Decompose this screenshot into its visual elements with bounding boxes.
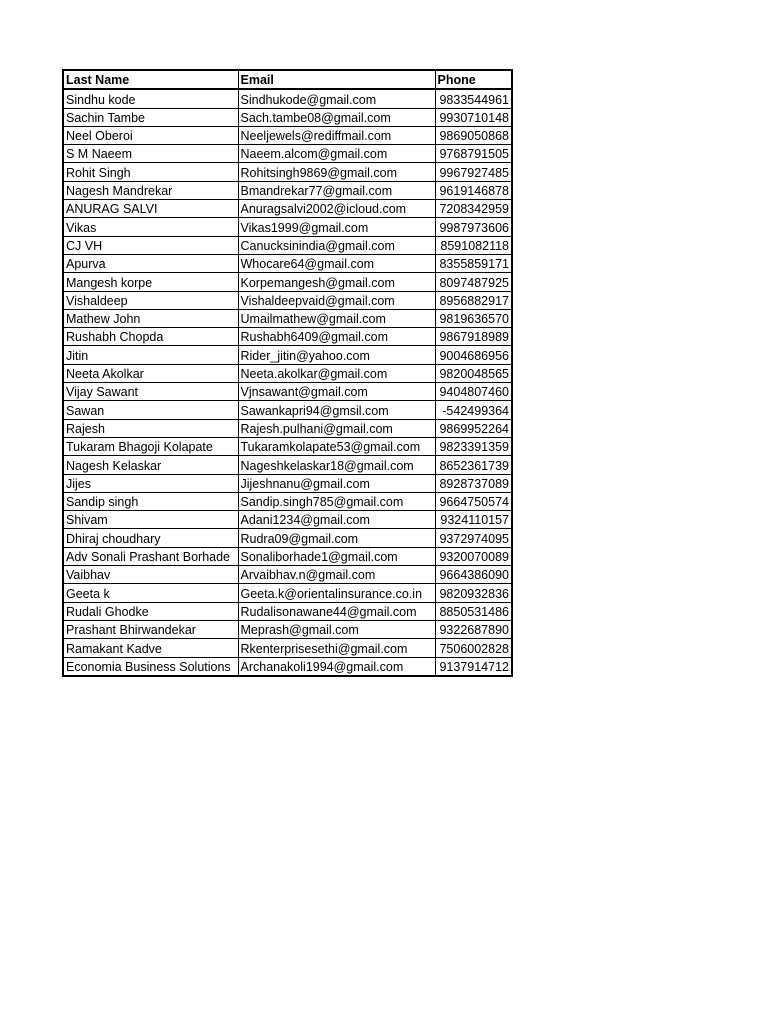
table-row [63,566,512,584]
header-email: Email [238,70,435,89]
cell-last-name: Sachin Tambe [63,108,238,126]
cell-email: Sindhukode@gmail.com [238,89,435,108]
table-row [63,474,512,492]
cell-phone: 9372974095 [435,529,512,547]
cell-last-name: Rohit Singh [63,163,238,181]
cell-phone: 9664386090 [435,566,512,584]
cell-phone: 9404807460 [435,383,512,401]
cell-last-name: Nagesh Mandrekar [63,181,238,199]
table-row [63,383,512,401]
table-row [63,200,512,218]
cell-phone: 9320070089 [435,547,512,565]
cell-last-name: Jijes [63,474,238,492]
cell-phone: 9823391359 [435,437,512,455]
cell-phone: 8355859171 [435,254,512,272]
cell-last-name: Prashant Bhirwandekar [63,620,238,638]
cell-email: Vjnsawant@gmail.com [238,383,435,401]
cell-phone: 9820048565 [435,364,512,382]
table-row [63,328,512,346]
cell-email: Rkenterprisesethi@gmail.com [238,639,435,657]
cell-last-name: Neeta Akolkar [63,364,238,382]
cell-phone: 8652361739 [435,456,512,474]
cell-email: Vikas1999@gmail.com [238,218,435,236]
cell-email: Vishaldeepvaid@gmail.com [238,291,435,309]
cell-phone: 8591082118 [435,236,512,254]
table-row [63,584,512,602]
table-row [63,364,512,382]
cell-email: Korpemangesh@gmail.com [238,273,435,291]
cell-last-name: Vijay Sawant [63,383,238,401]
header-phone: Phone [435,70,512,89]
cell-phone: 9137914712 [435,657,512,676]
cell-last-name: Economia Business Solutions [63,657,238,676]
cell-phone: 8928737089 [435,474,512,492]
cell-last-name: Adv Sonali Prashant Borhade [63,547,238,565]
cell-last-name: Neel Oberoi [63,126,238,144]
cell-phone: 9987973606 [435,218,512,236]
cell-phone: 9322687890 [435,620,512,638]
cell-phone: 8956882917 [435,291,512,309]
cell-last-name: Vaibhav [63,566,238,584]
table-row [63,273,512,291]
table-row [63,529,512,547]
table-row [63,401,512,419]
cell-email: Rudra09@gmail.com [238,529,435,547]
table-row [63,639,512,657]
cell-email: Meprash@gmail.com [238,620,435,638]
cell-phone: 9869050868 [435,126,512,144]
table-row [63,547,512,565]
cell-last-name: Geeta k [63,584,238,602]
cell-last-name: Vikas [63,218,238,236]
cell-phone: 9820932836 [435,584,512,602]
cell-last-name: Rudali Ghodke [63,602,238,620]
cell-email: Bmandrekar77@gmail.com [238,181,435,199]
cell-email: Naeem.alcom@gmail.com [238,145,435,163]
cell-last-name: Dhiraj choudhary [63,529,238,547]
cell-last-name: Sandip singh [63,492,238,510]
cell-last-name: CJ VH [63,236,238,254]
cell-phone: -542499364 [435,401,512,419]
cell-email: Canucksinindia@gmail.com [238,236,435,254]
table-header [63,70,512,89]
cell-email: Geeta.k@orientalinsurance.co.in [238,584,435,602]
table-row [63,346,512,364]
cell-phone: 8097487925 [435,273,512,291]
cell-last-name: Nagesh Kelaskar [63,456,238,474]
cell-phone: 9664750574 [435,492,512,510]
table-row [63,181,512,199]
cell-email: Tukaramkolapate53@gmail.com [238,437,435,455]
header-last-name: Last Name [63,70,238,89]
table-row [63,309,512,327]
cell-phone: 9930710148 [435,108,512,126]
cell-phone: 7506002828 [435,639,512,657]
cell-email: Anuragsalvi2002@icloud.com [238,200,435,218]
cell-email: Umailmathew@gmail.com [238,309,435,327]
table-row [63,602,512,620]
cell-last-name: Shivam [63,511,238,529]
cell-email: Sonaliborhade1@gmail.com [238,547,435,565]
table-row [63,291,512,309]
cell-email: Sach.tambe08@gmail.com [238,108,435,126]
cell-email: Rohitsingh9869@gmail.com [238,163,435,181]
header-row [63,70,512,89]
table-row [63,492,512,510]
table-row [63,511,512,529]
cell-phone: 9967927485 [435,163,512,181]
cell-phone: 9768791505 [435,145,512,163]
cell-last-name: Tukaram Bhagoji Kolapate [63,437,238,455]
table-row [63,236,512,254]
table-row [63,419,512,437]
cell-email: Sawankapri94@gmsil.com [238,401,435,419]
table-row [63,620,512,638]
cell-email: Neeljewels@rediffmail.com [238,126,435,144]
contacts-table [62,69,513,677]
cell-last-name: Mangesh korpe [63,273,238,291]
table-row [63,437,512,455]
cell-last-name: Rajesh [63,419,238,437]
table-row [63,89,512,108]
cell-email: Neeta.akolkar@gmail.com [238,364,435,382]
cell-email: Rajesh.pulhani@gmail.com [238,419,435,437]
cell-email: Rider_jitin@yahoo.com [238,346,435,364]
cell-last-name: Apurva [63,254,238,272]
cell-phone: 9004686956 [435,346,512,364]
table-row [63,456,512,474]
table-row [63,218,512,236]
table-row [63,108,512,126]
cell-last-name: Ramakant Kadve [63,639,238,657]
cell-email: Rudalisonawane44@gmail.com [238,602,435,620]
cell-email: Adani1234@gmail.com [238,511,435,529]
cell-phone: 9833544961 [435,89,512,108]
cell-last-name: Rushabh Chopda [63,328,238,346]
cell-email: Whocare64@gmail.com [238,254,435,272]
cell-email: Nageshkelaskar18@gmail.com [238,456,435,474]
cell-phone: 8850531486 [435,602,512,620]
cell-phone: 7208342959 [435,200,512,218]
table-row [63,163,512,181]
table-row [63,126,512,144]
cell-phone: 9867918989 [435,328,512,346]
cell-email: Jijeshnanu@gmail.com [238,474,435,492]
cell-last-name: Vishaldeep [63,291,238,309]
table-row [63,145,512,163]
cell-email: Rushabh6409@gmail.com [238,328,435,346]
cell-last-name: S M Naeem [63,145,238,163]
cell-last-name: Sawan [63,401,238,419]
cell-email: Archanakoli1994@gmail.com [238,657,435,676]
cell-phone: 9819636570 [435,309,512,327]
table-row [63,657,512,676]
cell-email: Sandip.singh785@gmail.com [238,492,435,510]
table-body [63,89,512,676]
cell-last-name: Mathew John [63,309,238,327]
cell-last-name: ANURAG SALVI [63,200,238,218]
cell-last-name: Jitin [63,346,238,364]
cell-phone: 9324110157 [435,511,512,529]
cell-last-name: Sindhu kode [63,89,238,108]
table-row [63,254,512,272]
cell-phone: 9869952264 [435,419,512,437]
cell-email: Arvaibhav.n@gmail.com [238,566,435,584]
cell-phone: 9619146878 [435,181,512,199]
